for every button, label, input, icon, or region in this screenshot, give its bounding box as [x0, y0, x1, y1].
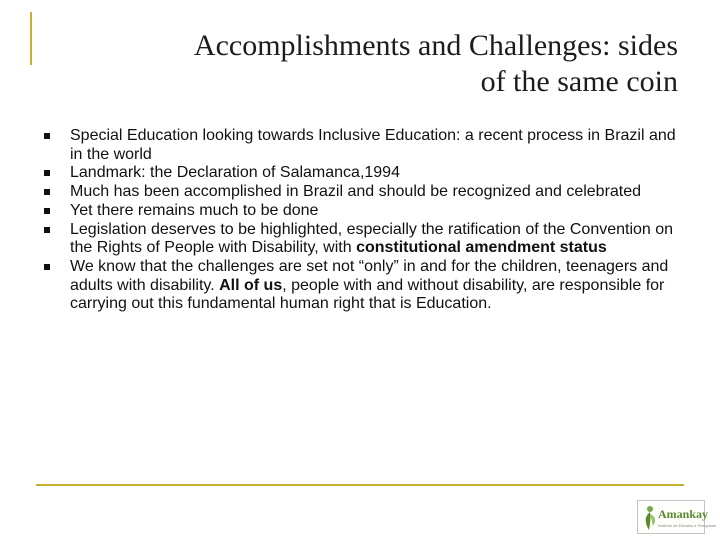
bullet-strong-text: constitutional amendment status — [356, 239, 607, 257]
bullet-text: We know that the challenges are set not “only” in and for the children, teenagers and adults with disability. — [70, 257, 669, 294]
bullet-item — [44, 258, 684, 314]
bullet-item — [44, 164, 684, 183]
bullet-square-icon — [44, 189, 50, 195]
bullet-square-icon — [44, 170, 50, 176]
accent-horizontal-line — [36, 484, 684, 486]
bullet-strong-text: All of us — [219, 276, 283, 294]
bullet-text: Much has been accomplished in Brazil and should be recognized and celebrated — [70, 183, 642, 201]
leaf-figure-icon — [641, 504, 659, 532]
accent-vertical-line — [30, 12, 32, 65]
bullet-item — [44, 202, 684, 221]
bullet-text: Landmark: the Declaration of Salamanca,1994 — [70, 164, 400, 182]
bullet-square-icon — [44, 227, 50, 233]
bullet-square-icon — [44, 208, 50, 214]
title-line-1: Accomplishments and Challenges: sides — [193, 29, 678, 62]
bullet-text: Special Education looking towards Inclusive Education: a recent process in Brazil and in the world — [70, 127, 676, 163]
logo-subtitle: Instituto de Estudos e Pesquisas — [658, 523, 717, 528]
title-line-2: of the same coin — [480, 65, 678, 98]
bullet-square-icon — [44, 264, 50, 270]
bullet-item — [44, 127, 684, 164]
bullet-text: , people with and without disability, are responsible for carrying out this fundamental human right that is Education. — [70, 276, 665, 313]
bullet-text: Legislation deserves to be highlighted, especially the ratification of the Convention on the Rights of People with Disability, with — [70, 220, 674, 257]
bullet-list — [44, 127, 684, 314]
amankay-logo — [637, 500, 717, 534]
slide-title — [40, 28, 678, 100]
bullet-item — [44, 183, 684, 202]
bullet-square-icon — [44, 133, 50, 139]
bullet-text: Yet there remains much to be done — [70, 201, 319, 219]
bullet-item — [44, 221, 684, 258]
logo-name: Amankay — [658, 507, 709, 521]
